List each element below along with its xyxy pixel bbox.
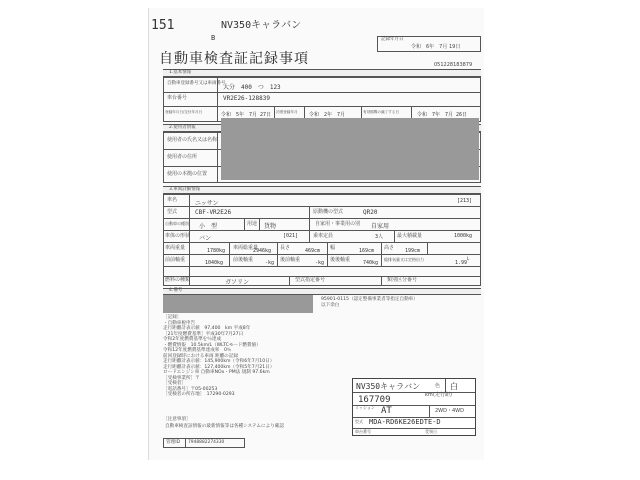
handwritten-sticky-note xyxy=(352,378,476,436)
section-user-label: 2.使用者情報 xyxy=(169,124,196,130)
body-label: 車体の形状 xyxy=(165,233,191,239)
gross-value: 2946kg xyxy=(253,248,272,254)
width-value: 169cm xyxy=(359,248,375,254)
sticky-mission-value: AT xyxy=(381,406,392,416)
user-address-label: 使用者の住所 xyxy=(167,154,198,160)
handwritten-b-mark: B xyxy=(211,34,216,42)
load-label: 最大積載量 xyxy=(397,233,423,239)
class-label: 自動車の種別 xyxy=(165,221,189,226)
redacted-remarks-block xyxy=(163,295,313,313)
remarks-note: 前回登録時における車両 距離の記録 xyxy=(163,353,238,359)
sticky-model-code-value: MDA-RD6KE26EDTE-D xyxy=(369,418,441,426)
user-base-label: 使用の本拠の位置 xyxy=(167,171,208,177)
height-label: 高さ xyxy=(384,245,395,251)
handwritten-number: 151 xyxy=(151,18,175,33)
remarks-note: 走行距離計表示値：127,400km（令和5年7月21日） xyxy=(163,364,275,370)
remarks-note: ［電話番号］〒05-00253 xyxy=(163,386,218,392)
sticky-color-value: 白 xyxy=(450,382,458,391)
model-value: CBF-VR2E26 xyxy=(195,209,232,216)
displacement-value: 1.99 xyxy=(455,260,468,266)
type-no-label: 型式指定番号 xyxy=(295,277,326,283)
front-rear-axle-label: 前後軸重 xyxy=(233,257,254,263)
engine-label: 原動機の型式 xyxy=(313,209,344,215)
gross-label: 車両総重量 xyxy=(233,245,259,251)
remarks-note: 走行距離計表示値 97,400 km 平成8年 xyxy=(163,326,251,331)
remarks-note: ［21年度燃費基準］平成30年7月27日 xyxy=(163,331,244,337)
sticky-km-value: 167709 xyxy=(358,395,391,405)
footer-notice-text: 自動車検査証情報の最新情報等は各種システムにより確認 xyxy=(165,424,284,429)
length-label: 長さ xyxy=(280,245,291,251)
front-front-axle-value: 1040kg xyxy=(205,260,224,266)
sticky-sub-label: 車台番号 xyxy=(355,429,371,434)
footer-notice-title: ［注意事項］ xyxy=(163,417,191,422)
front-rear-axle-value: -kg xyxy=(265,260,275,266)
engine-value: QR20 xyxy=(363,209,378,216)
capacity-value: 3人 xyxy=(375,234,384,240)
remarks-note: ・自動車税申告 xyxy=(163,320,200,326)
biz-value: 自家用 xyxy=(371,223,390,230)
displacement-unit: L xyxy=(467,256,470,261)
management-id-label: 管理ID xyxy=(166,440,181,445)
remarks-note: ［受検事業所］〒 xyxy=(163,375,200,381)
fuel-label: 燃料の種類 xyxy=(165,277,191,283)
remarks-note: ［受検者の所在地］ 17290-0293 xyxy=(163,392,235,397)
width-label: 幅 xyxy=(330,245,336,251)
section-remarks-header xyxy=(163,288,481,295)
class-no-label: 類別区分番号 xyxy=(387,277,418,283)
expiry-value: 令和 7年 7月 26日 xyxy=(417,112,468,118)
user-name-label: 使用者の氏名又は名称 xyxy=(167,137,218,143)
section-remarks-label: 4.備考 xyxy=(169,288,183,293)
remarks-note: 令和2年度燃費基準を％達成 xyxy=(163,337,222,342)
section-vehicle-label: 3.車両詳細情報 xyxy=(169,186,201,192)
management-id-value: 7948882274330 xyxy=(188,440,225,445)
body-code: [021] xyxy=(283,233,299,239)
rear-front-axle-label: 後前軸重 xyxy=(280,257,301,263)
redacted-user-info xyxy=(221,118,479,180)
document-serial: 051228183879 xyxy=(434,62,473,68)
sticky-recv-label: 受領日 xyxy=(425,429,437,434)
model-label: 型式 xyxy=(167,209,178,215)
reg-number-label: 自動車登録番号又は車両番号 xyxy=(167,81,226,86)
sticky-mission-label: ミッション xyxy=(355,405,375,410)
remarks-note: 令和12年度燃費基準達成率 0％ xyxy=(163,348,232,353)
remarks-note: 走行距離計表示値：145,900km（令和6年7月10日） xyxy=(163,359,275,364)
sticky-km-unit: (走行距) xyxy=(433,392,452,398)
height-value: 199cm xyxy=(405,248,421,254)
document-title: 自動車検査証記録事項 xyxy=(159,51,309,67)
expiry-label: 有効期間の満了する日 xyxy=(363,110,399,114)
remarks-note: ロードエンジン車 自動車NOx・PM法 規制 97.6km xyxy=(163,370,270,375)
sticky-color-label: 色 xyxy=(435,383,441,389)
remarks-note: ・燃費情報 10.5km/L（WLTCモード燃費値） xyxy=(163,342,261,348)
first-reg-month-value: 令和 2年 7月 xyxy=(309,112,346,118)
maker-code: [213] xyxy=(457,198,473,204)
section-basic-label: 1.基本情報 xyxy=(169,69,192,75)
maker-value: ニッサン xyxy=(195,200,219,207)
body-value: バン xyxy=(199,235,212,242)
sticky-model-code-label: 型式 xyxy=(355,419,363,424)
section-basic-header xyxy=(163,69,481,77)
displacement-label: 総排気量又は定格出力 xyxy=(384,257,424,262)
remarks-line-1: 95901-0115（認定整備事業者等指定自動車） xyxy=(321,297,418,302)
remarks-note: ［受検者］ xyxy=(163,381,186,386)
print-date-value: 令和 6年 7月 19日 xyxy=(411,44,461,50)
use-label: 用途 xyxy=(247,221,258,227)
section-vehicle-header xyxy=(163,186,481,194)
reg-number-value: 大分 400 つ 123 xyxy=(223,84,281,91)
weight-value: 1780kg xyxy=(207,248,226,254)
sticky-model-name: NV350キャラバン xyxy=(356,382,421,391)
remarks-line-2: 以下余白 xyxy=(321,303,340,308)
load-value: 1000kg xyxy=(454,233,473,239)
length-value: 469cm xyxy=(305,248,321,254)
weight-label: 車両重量 xyxy=(165,245,186,251)
rear-rear-axle-value: 740kg xyxy=(363,260,379,266)
first-reg-value: 令和 5年 7月 27日 xyxy=(221,112,272,118)
biz-label: 自家用・事業用の別 xyxy=(315,221,361,227)
sticky-drive-value: 2WD・4WD xyxy=(435,408,464,414)
capacity-label: 乗車定員 xyxy=(313,233,334,239)
first-reg-month-label: 初度登録年月 xyxy=(276,110,298,114)
chassis-value: VR2E26-128839 xyxy=(223,95,270,102)
chassis-label: 車台番号 xyxy=(167,95,188,101)
handwritten-model: NV350キャラバン xyxy=(221,20,302,31)
first-reg-label: 登録年月日/交付年月日 xyxy=(165,110,203,114)
print-date-label: 記録年月日 xyxy=(381,37,404,42)
rear-front-axle-value: -kg xyxy=(315,260,325,266)
remarks-note: ［記録］ xyxy=(163,315,182,320)
fuel-value: ガソリン xyxy=(225,279,250,286)
use-value: 貨物 xyxy=(264,223,277,230)
class-value: 小 型 xyxy=(199,223,218,230)
sticky-km-label: km xyxy=(425,392,433,398)
front-front-axle-label: 前前軸重 xyxy=(165,257,186,263)
rear-rear-axle-label: 後後軸重 xyxy=(330,257,351,263)
maker-label: 車名 xyxy=(167,197,178,203)
